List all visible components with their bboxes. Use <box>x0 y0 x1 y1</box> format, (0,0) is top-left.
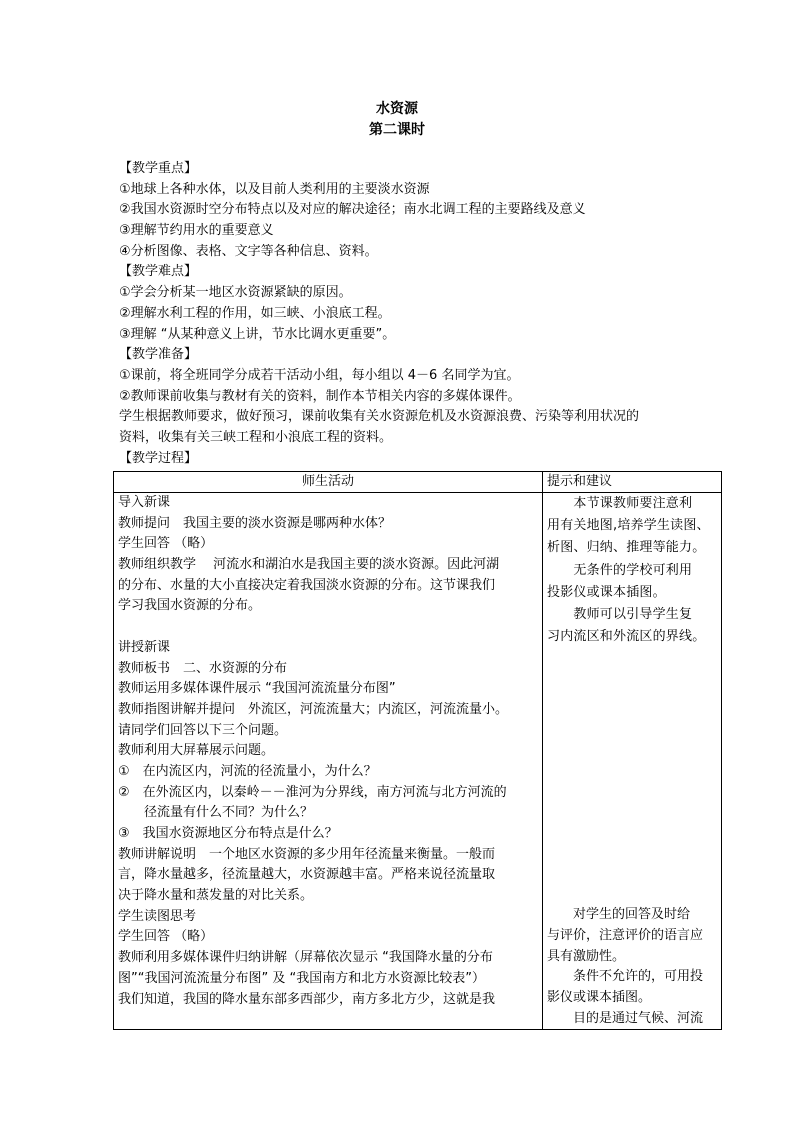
document-subtitle: 第二课时 <box>369 122 425 138</box>
activities-cell <box>114 493 543 1030</box>
text-line: 学生回答 （略） <box>118 929 214 945</box>
document-title: 水资源 <box>376 101 418 117</box>
text-line: 析图、归纳、推理等能力。 <box>547 540 706 556</box>
text-line: 投影仪或课本插图。 <box>547 584 666 600</box>
section-heading-process: 【教学过程】 <box>119 450 198 466</box>
text-line: 教师运用多媒体课件展示 “我国河流流量分布图” <box>118 681 396 697</box>
section-heading-preparation: 【教学准备】 <box>119 347 198 363</box>
text-line: 影仪或课本插图。 <box>547 990 652 1006</box>
text-line: ③ 我国水资源地区分布特点是什么？ <box>118 826 338 841</box>
text-line: 决于降水量和蒸发量的对比关系。 <box>118 888 314 904</box>
text-line: 径流量有什么不同？为什么？ <box>118 805 314 821</box>
text-line: ②我国水资源时空分布特点以及对应的解决途径；南水北调工程的主要路线及意义 <box>119 202 586 218</box>
text-line: ① 在内流区内，河流的径流量小，为什么？ <box>118 763 377 779</box>
text-line: 对学生的回答及时给 <box>547 907 691 923</box>
text-line: 图”“我国河流流量分布图” 及 “我国南方和北方水资源比较表”） <box>118 970 485 986</box>
text-line: 导入新课 <box>118 495 171 510</box>
header-teacher-student-activities: 师生活动 <box>114 472 543 493</box>
table-header-row <box>114 472 722 493</box>
teaching-process-table <box>113 471 722 1030</box>
text-line: ② 在外流区内，以秦岭－－淮河为分界线，南方河流与北方河流的 <box>118 784 507 800</box>
text-line: 用有关地图,培养学生读图、 <box>547 518 710 534</box>
text-line: 学生根据教师要求，做好预习，课前收集有关水资源危机及水资源浪费、污染等利用状况的 <box>119 409 640 425</box>
text-line: 教师讲解说明 一个地区水资源的多少用年径流量来衡量。一般而 <box>118 846 496 862</box>
text-line: 本节课教师要注意利 <box>547 496 693 511</box>
text-line: ①地球上各种水体，以及目前人类利用的主要淡水资源 <box>119 181 430 197</box>
text-line: ④分析图像、表格、文字等各种信息、资料。 <box>119 243 378 259</box>
text-line: 学习我国水资源的分布。 <box>118 598 262 614</box>
text-line: ③理解 “从某种意义上讲，节水比调水更重要”。 <box>119 326 396 342</box>
text-line: 与评价，注意评价的语言应 <box>547 928 704 943</box>
text-line: 条件不允许的，可用投 <box>547 969 704 985</box>
text-line: ①学会分析某一地区水资源紧缺的原因。 <box>119 285 352 301</box>
text-line: 资料，收集有关三峡工程和小浪底工程的资料。 <box>119 429 393 445</box>
text-line: ③理解节约用水的重要意义 <box>119 223 274 239</box>
text-line: 讲授新课 <box>118 639 171 655</box>
header-tips-suggestions: 提示和建议 <box>543 472 722 493</box>
section-heading-key-points: 【教学重点】 <box>119 161 198 176</box>
text-line: 教师组织教学 河流水和湖泊水是我国主要的淡水资源。因此河湖 <box>118 557 500 573</box>
text-line: 目的是通过气候、河流 <box>547 1010 704 1026</box>
text-line: 教师指图讲解并提问 外流区，河流流量大；内流区，河流流量小。 <box>118 701 509 717</box>
blank-gap <box>547 648 717 905</box>
text-line: 无条件的学校可利用 <box>547 562 693 578</box>
text-line: 教师利用多媒体课件归纳讲解（屏幕依次显示 “我国降水量的分布 <box>118 950 493 966</box>
text-line: 教师可以引导学生复 <box>547 606 693 622</box>
tips-cell <box>543 493 722 1030</box>
text-line: 习内流区和外流区的界线。 <box>547 629 706 645</box>
text-line: ①课前，将全班同学分成若干活动小组，每小组以 4－6 名同学为宜。 <box>119 367 520 383</box>
text-line: 我们知道，我国的降水量东部多西部少，南方多北方少，这就是我 <box>118 991 496 1007</box>
table-row <box>114 493 722 1030</box>
text-line: ②教师课前收集与教材有关的资料，制作本节相关内容的多媒体课件。 <box>119 388 521 404</box>
text-line: 的分布、水量的大小直接决定着我国淡水资源的分布。这节课我们 <box>118 577 496 593</box>
blank-line <box>118 617 538 638</box>
text-line: 具有激励性。 <box>547 948 626 964</box>
text-line: 教师提问 我国主要的淡水资源是哪两种水体？ <box>118 515 392 531</box>
section-heading-difficulties: 【教学难点】 <box>119 264 198 280</box>
text-line: 教师利用大屏幕展示问题。 <box>118 743 275 759</box>
text-line: 学生回答 （略） <box>118 536 214 552</box>
text-line: ②理解水利工程的作用，如三峡、小浪底工程。 <box>119 305 391 321</box>
text-line: 言，降水量越多，径流量越大，水资源越丰富。严格来说径流量取 <box>118 867 496 883</box>
text-line: 请同学们回答以下三个问题。 <box>118 722 288 738</box>
intro-section <box>119 159 699 469</box>
text-line: 教师板书 二、水资源的分布 <box>118 660 288 676</box>
text-line: 学生读图思考 <box>118 908 197 924</box>
